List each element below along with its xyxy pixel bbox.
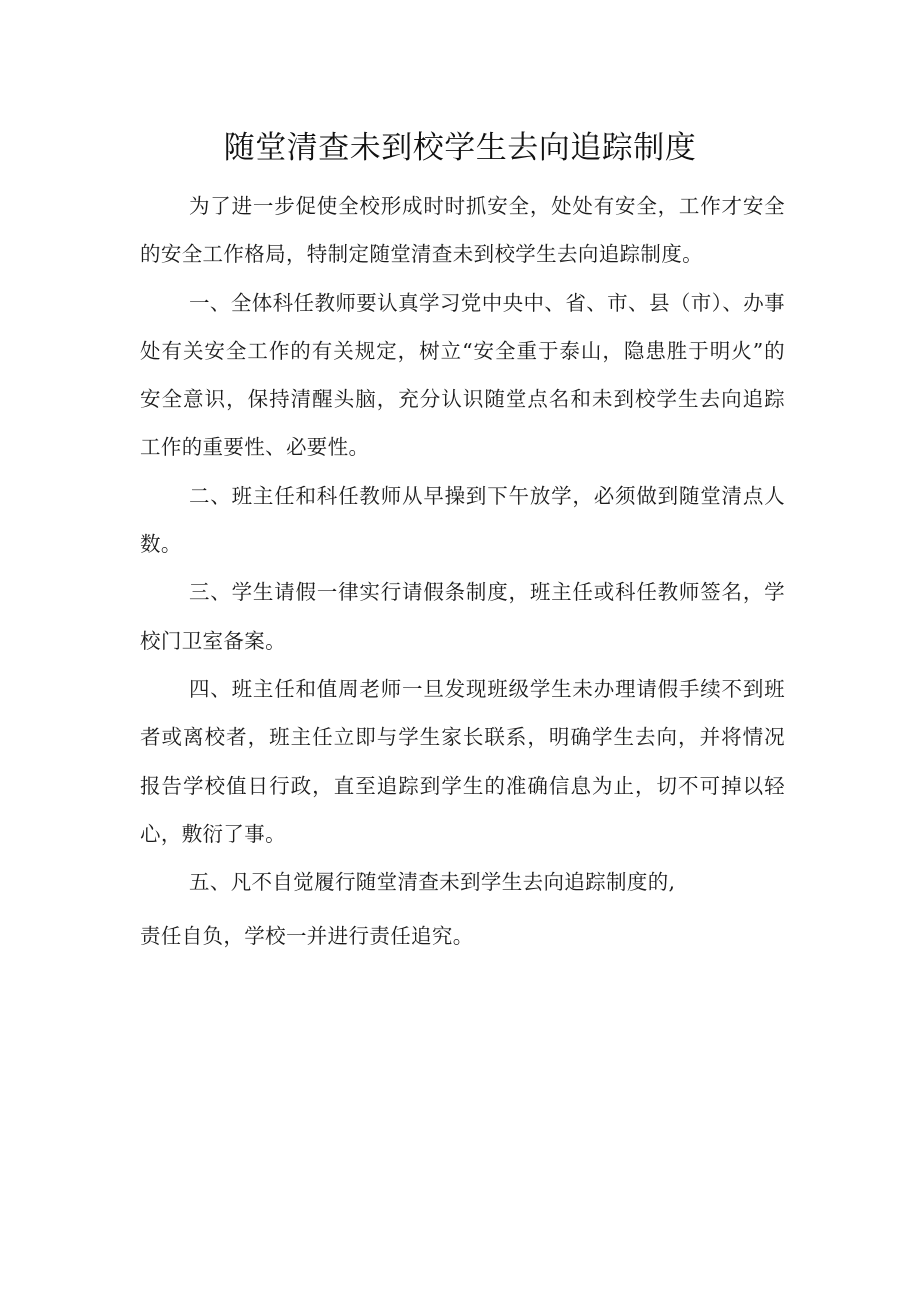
document-title: 随堂清查未到校学生去向追踪制度 <box>223 130 697 166</box>
document-body <box>140 182 785 961</box>
paragraph-rule-5-line-1: 五、凡不自觉履行随堂清查未到学生去向追踪制度的, <box>189 870 676 895</box>
paragraph-rule-5-line-2: 责任自负，学校一并进行责任追究。 <box>140 924 474 949</box>
paragraph-rule-4: 四、班主任和值周老师一旦发现班级学生未办理请假手续不到班者或离校者，班主任立即与学生家长联系，明确学生去向，并将情况报告学校值日行政，直至追踪到学生的准确信息为止，切不可掉以轻心，敷衍了事。 <box>140 676 785 846</box>
paragraph-rule-3: 三、学生请假一律实行请假条制度，班主任或科任教师签名，学校门卫室备案。 <box>140 580 785 653</box>
paragraph-rule-2: 二、班主任和科任教师从早操到下午放学，必须做到随堂清点人数。 <box>140 483 785 557</box>
paragraph-rule-1: 一、全体科任教师要认真学习党中央中、省、市、县（市）、办事处有关安全工作的有关规定，树立“安全重于泰山，隐患胜于明火”的安全意识，保持清醒头脑，充分认识随堂点名和未到校学生去向追踪工作的重要性、必要性。 <box>140 290 785 460</box>
paragraph-rule-5 <box>140 858 785 961</box>
paragraph-intro: 为了进一步促使全校形成时时抓安全，处处有安全，工作才安全的安全工作格局，特制定随堂清查未到校学生去向追踪制度。 <box>140 194 785 267</box>
